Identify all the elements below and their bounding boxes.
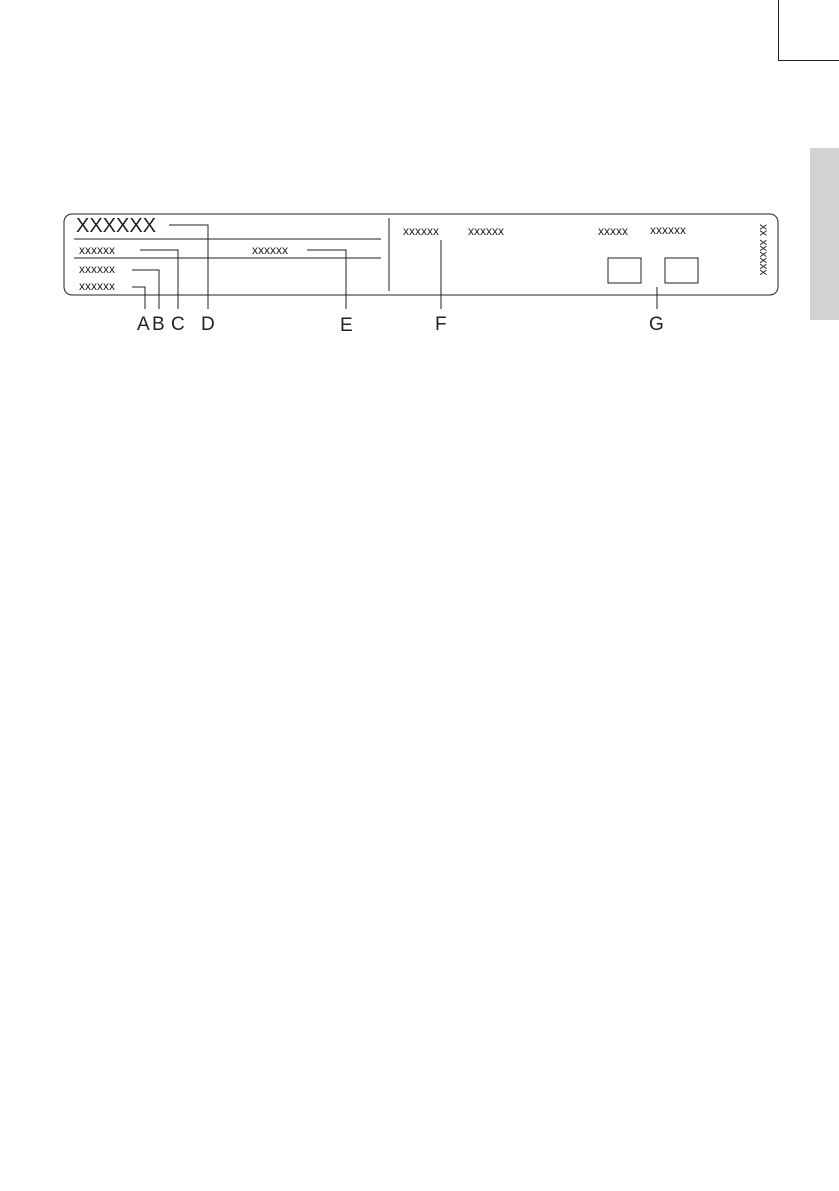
leader-d (169, 225, 208, 309)
plate-box-left (608, 258, 641, 283)
plate-vertical-text: xx xxxxxx (757, 224, 771, 276)
callout-b: B (152, 314, 165, 335)
callout-g: G (649, 314, 664, 335)
leader-a (132, 287, 145, 309)
plate-line-3: xxxxxx (79, 279, 115, 293)
plate-box-right (665, 258, 698, 283)
plate-line-1-right: xxxxxx (252, 243, 288, 257)
callout-a: A (137, 314, 150, 335)
callout-f: F (435, 314, 447, 335)
plate-middle-text-2: xxxxxx (468, 224, 504, 238)
plate-right-text-1: xxxxx (598, 224, 628, 238)
plate-right-text-2: xxxxxx (650, 223, 686, 237)
callout-c: C (171, 314, 185, 335)
leader-e (307, 250, 346, 309)
plate-line-1-left: xxxxxx (79, 243, 115, 257)
plate-middle-text-1: xxxxxx (403, 224, 439, 238)
callout-d: D (201, 314, 215, 335)
plate-line-2: xxxxxx (79, 262, 115, 276)
plate-title: XXXXXX (76, 215, 157, 237)
callout-e: E (340, 315, 353, 336)
